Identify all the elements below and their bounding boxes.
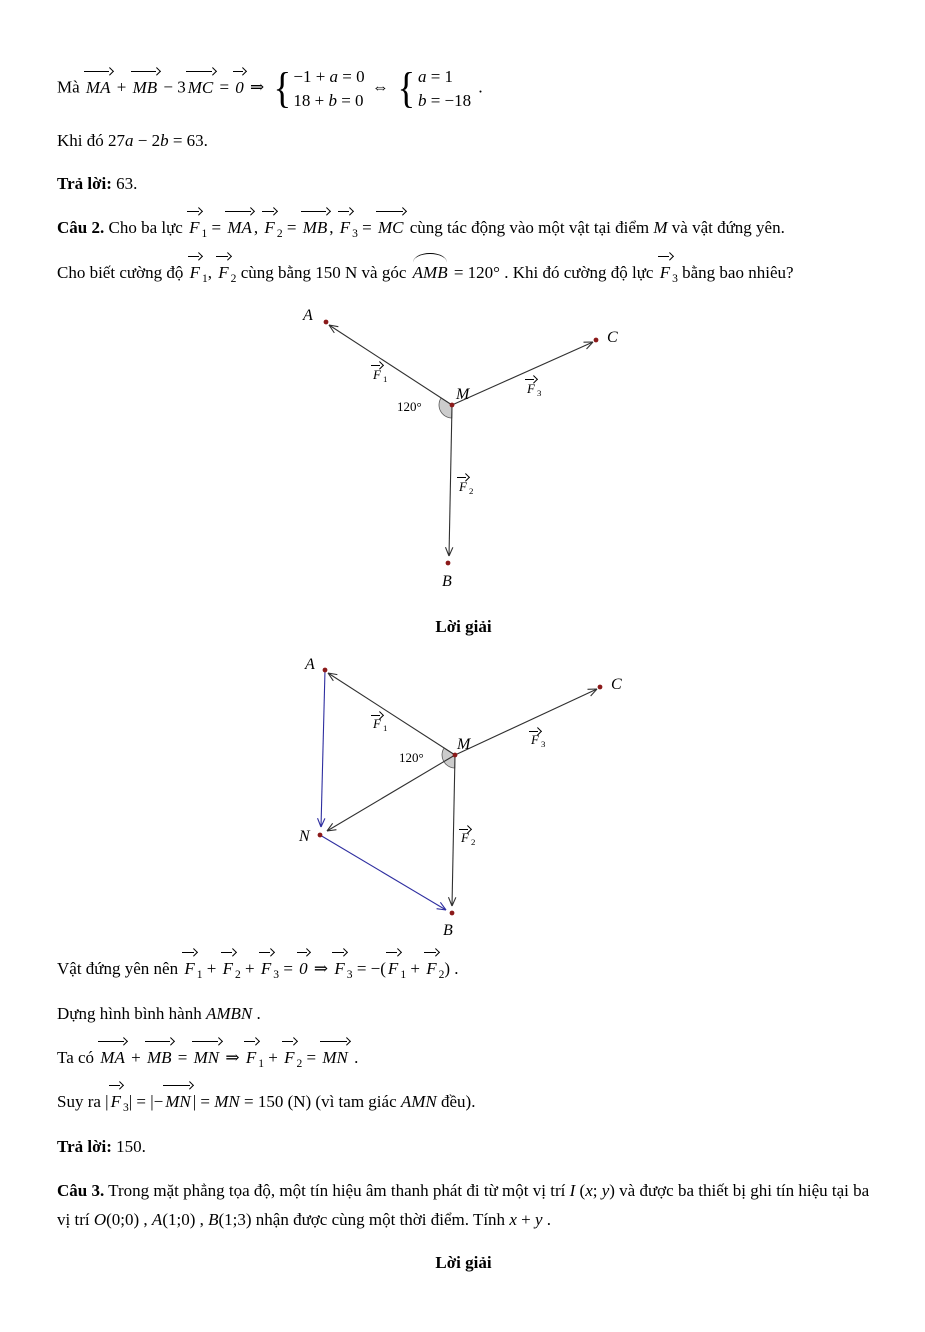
math-text: = [207,218,226,238]
point-dot [323,668,328,673]
vector-arrowhead-icon [106,67,114,75]
diagram-svg [285,304,655,604]
vector-arrowhead-icon [224,252,232,260]
math-text: = [173,1047,192,1067]
math-variable: A [305,656,315,674]
diagram-label [399,751,424,764]
math-text: Ta có [57,1047,99,1067]
math-text: = [279,959,298,979]
cau-2-statement-2 [57,259,870,289]
brace-icon: { [273,63,291,112]
math-text: Vật đứng yên nên [57,959,183,979]
math-text: , [207,262,217,282]
math-text: bằng bao nhiêu? [677,262,794,282]
diagram-label [611,677,622,693]
vector-arrowhead-icon [167,1037,175,1045]
vector-notation: 0 [297,955,310,984]
equation-line [418,66,471,87]
loi-giai-heading-1 [57,614,870,640]
vector-arrowhead-icon [239,67,247,75]
subscript: 3 [540,739,546,750]
subscript: 2 [235,968,241,982]
subscript: 3 [273,968,280,982]
math-variable: B [208,1209,219,1229]
math-text: Cho ba lực [104,218,188,238]
math-text: . [252,1003,261,1023]
diagram-label [305,657,315,673]
subscript: 2 [468,485,474,496]
math-text: 63. [116,174,138,194]
vector-notation: MN [320,1044,350,1073]
math-text: ⇒ [309,959,333,979]
diagram-label [529,733,545,749]
solution-parallelogram [57,1000,870,1029]
subscript: 1 [382,723,388,734]
math-variable: MN [214,1092,240,1112]
subscript: 2 [438,968,445,982]
math-text: + [406,959,425,979]
segment-line [449,405,452,556]
math-text: −1 + [293,67,330,86]
widehat-arc-icon [413,253,447,263]
math-variable: B [442,572,452,590]
segment-line [329,325,452,405]
subscript: 2 [230,272,237,285]
math-text: = 120° . Khi đó cường độ lực [449,262,658,282]
line-ma-equation [57,63,870,112]
vector-notation: F [244,1044,258,1073]
point-dot [453,753,458,758]
vector-notation: F [188,259,202,288]
math-variable: a [417,67,427,86]
vector-notation: MB [131,74,160,103]
cau-2-statement [57,214,870,244]
widehat-notation: AMB [411,259,450,288]
segment-line [321,670,325,827]
math-variable: M [456,385,470,403]
cau-3-statement [57,1177,870,1235]
vector-notation: F [459,831,471,844]
diagram-label [456,387,469,403]
vector-arrowhead-icon [267,948,275,956]
loi-giai-heading-2 [57,1250,870,1276]
math-text: (1;0) , [162,1209,209,1229]
math-variable: O [93,1209,107,1229]
vector-notation: F [658,259,672,288]
segment-line [320,835,446,910]
vector-notation: MN [192,1044,222,1073]
math-text: = 0 [338,67,365,86]
point-dot [324,319,329,324]
math-text: | = |− [128,1092,164,1112]
vector-notation: F [424,955,438,984]
math-text: 150. [116,1137,146,1157]
point-dot [598,685,603,690]
segment-line [455,689,597,755]
diagram-label [303,308,313,324]
math-text: 120° [397,398,422,414]
math-variable: M [653,218,668,238]
vector-arrowhead-icon [214,1037,222,1045]
subscript: 3 [346,968,353,982]
equation-system [396,63,472,112]
math-text: và vật đứng yên. [667,218,785,238]
solution-suy-ra [57,1088,870,1118]
subscript: 2 [296,1056,303,1070]
vector-notation: F [386,955,400,984]
diagram-label [457,480,473,496]
vector-notation: MC [376,214,406,243]
math-variable: y [534,1209,543,1229]
arrowhead-icon [445,547,449,556]
subscript: 1 [382,373,388,384]
math-text: ) . [444,959,459,979]
math-text: = [282,218,301,238]
bold-text: Lời giải [435,1252,492,1272]
math-text: = [357,218,376,238]
math-text: ; [592,1181,602,1200]
math-text: (0;0) , [106,1209,152,1229]
diagram-label [525,382,541,398]
math-variable: AMN [400,1092,437,1112]
vector-notation: F [529,733,541,746]
subscript: 2 [470,837,476,848]
vector-notation: F [182,955,196,984]
vector-notation: 0 [233,74,246,103]
math-text: 18 + [293,91,329,111]
math-variable: y [601,1181,610,1200]
point-dot [446,560,451,565]
vector-arrowhead-icon [228,948,236,956]
vector-notation: MN [163,1088,193,1117]
math-text: + [112,77,131,97]
diagram-label [457,737,470,753]
equation-system-lines [293,66,364,112]
point-dot [450,911,455,916]
math-text: Cho biết cường độ [57,262,188,282]
diagram-label [371,368,387,384]
math-variable: x [585,1181,593,1200]
vector-arrowhead-icon [323,207,331,215]
line-khi-do [57,127,870,156]
math-variable: A [151,1209,163,1229]
vector-notation: MA [84,74,113,103]
vector-arrowhead-icon [116,1081,124,1089]
math-text: + [264,1047,283,1067]
math-variable: x [509,1209,517,1229]
vector-notation: F [338,214,352,243]
point-dot [594,337,599,342]
math-text: = 150 (N) (vì tam giác [239,1092,401,1112]
math-variable: b [417,91,427,111]
vector-arrowhead-icon [247,207,255,215]
math-text: = 63. [168,130,208,150]
math-text: cùng bằng 150 N và góc [236,262,411,282]
answer-2 [57,1133,870,1162]
math-variable: N [299,828,310,846]
vector-arrowhead-icon [195,207,203,215]
math-text: Dựng hình bình hành [57,1003,206,1023]
math-text: = 0 [336,91,364,111]
point-dot [318,833,323,838]
equation-line [418,90,471,111]
bold-text: Câu 3. [57,1181,105,1200]
bold-text: Lời giải [435,616,492,636]
math-variable: C [611,676,622,694]
math-text: + [202,959,221,979]
diagram-label [459,831,475,847]
math-text: + [126,1047,145,1067]
vector-notation: F [187,214,201,243]
vector-notation: MA [98,1044,127,1073]
math-variable: AMBN [205,1003,253,1023]
arrowhead-icon [318,818,321,827]
segment-line [327,755,455,831]
point-dot [450,402,455,407]
vector-arrowhead-icon [120,1037,128,1045]
subscript: 1 [258,1056,264,1070]
vector-notation: F [371,368,383,381]
document-content [57,63,870,1275]
segment-line [328,673,455,755]
vector-notation: F [457,480,469,493]
math-text: ⇒ [245,77,269,97]
math-text: . [542,1209,551,1229]
diagram-label [397,400,422,413]
vector-notation: MC [186,74,216,103]
answer-1 [57,170,870,199]
diagram-svg [285,655,655,955]
vector-notation: MB [301,214,330,243]
math-text: tín hiệu tại ba vị trí [57,1181,870,1229]
vector-arrowhead-icon [195,252,203,260]
math-text: ( [575,1181,586,1200]
math-text: = [302,1047,321,1067]
math-variable: I [569,1181,576,1200]
vector-notation: MB [145,1044,174,1073]
math-variable: b [328,91,337,111]
equation-system-lines [418,66,471,112]
math-variable: M [457,736,471,754]
vector-arrowhead-icon [665,252,673,260]
math-text: = 1 [426,67,454,86]
equation-line [293,90,364,111]
math-text: (1;3) nhận được cùng một thời điểm. Tính [218,1209,510,1229]
diagram-label [442,574,452,590]
brace-icon: { [397,63,416,112]
bold-text: Câu 2. [57,218,105,238]
subscript: 1 [201,227,208,241]
solution-ta-co [57,1044,870,1074]
math-text: + [240,959,259,979]
math-text: − 3 [159,77,186,97]
bold-text: Trả lời: [57,174,117,194]
math-text: Suy ra [57,1092,106,1112]
vector-notation: F [371,717,383,730]
arrowhead-icon [448,897,452,906]
math-variable: B [443,922,453,940]
diagram-label [607,330,618,346]
math-text: Trong mặt phẳng tọa độ, một tín hiệu âm thanh phát đi từ một vị trí [104,1181,570,1200]
math-text: Khi đó 27 [57,130,125,150]
force-diagram-problem [285,304,655,604]
vector-notation: F [221,955,235,984]
vector-notation: F [525,382,537,395]
math-variable: A [303,306,313,324]
bold-text: Trả lời: [57,1137,117,1157]
force-diagram-solution [285,655,655,955]
vector-notation: MA [225,214,254,243]
math-text: ⇒ [221,1047,244,1067]
subscript: 3 [536,387,542,398]
vector-notation: F [282,1044,296,1073]
vector-arrowhead-icon [345,207,353,215]
vector-arrowhead-icon [186,1081,194,1089]
vector-notation: F [216,259,230,288]
math-text: ⇔ [367,77,394,97]
vector-notation: F [109,1088,123,1117]
math-text: = −( [352,959,386,979]
segment-line [452,342,593,405]
subscript: 3 [672,272,678,285]
math-text: , [329,218,338,238]
solution-equilibrium [57,955,870,985]
math-text: | = [192,1092,215,1112]
math-text: cùng tác động vào một vật tại điểm [405,218,654,238]
equation-system [272,63,365,112]
math-variable: a [329,67,339,86]
vector-notation: F [259,955,273,984]
equation-line [293,66,364,87]
subscript: 1 [196,968,203,982]
math-variable: b [160,130,169,150]
segment-line [452,755,455,906]
math-text: = −18 [426,91,472,111]
math-variable: C [607,328,618,346]
math-text: − 2 [133,130,161,150]
vector-notation: F [332,955,346,984]
subscript: 1 [400,968,407,982]
subscript: 3 [122,1101,129,1115]
math-text: + [516,1209,535,1229]
vector-arrowhead-icon [343,1037,351,1045]
vector-arrowhead-icon [270,207,278,215]
vector-arrowhead-icon [190,948,198,956]
vector-arrowhead-icon [209,67,217,75]
math-text: đều). [436,1092,476,1112]
math-text: . [349,1047,359,1067]
diagram-label [443,923,453,939]
vector-arrowhead-icon [252,1037,260,1045]
vector-arrowhead-icon [290,1037,298,1045]
diagram-label [371,717,387,733]
math-text: ) và được ba thiết bị ghi [609,1181,777,1200]
math-text: = [215,77,234,97]
math-variable: a [125,130,134,150]
subscript: 1 [201,272,208,285]
math-text: , [253,218,263,238]
math-text: . [474,77,483,97]
math-text: | [105,1092,109,1112]
math-text: Mà [57,77,84,97]
vector-arrowhead-icon [399,207,407,215]
diagram-label [299,829,310,845]
vector-notation: F [262,214,276,243]
subscript: 2 [276,227,283,241]
vector-arrowhead-icon [152,67,160,75]
math-text: 120° [399,750,424,766]
subscript: 3 [352,227,358,241]
